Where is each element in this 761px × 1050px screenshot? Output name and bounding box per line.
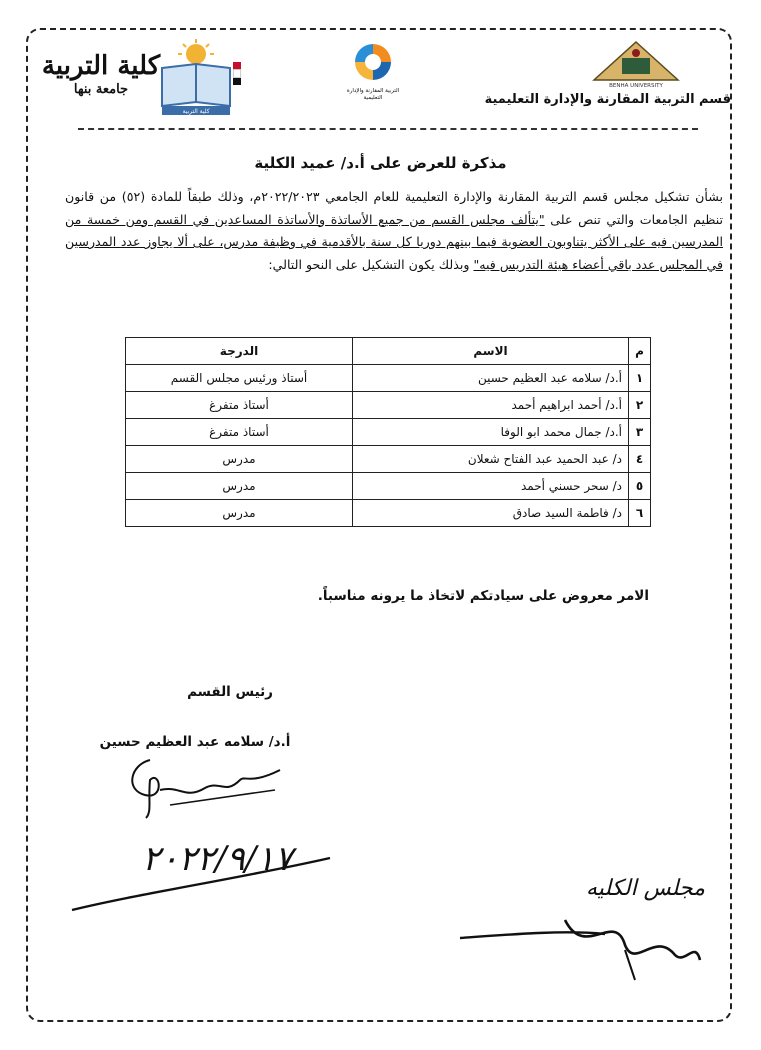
university-logo xyxy=(592,40,680,88)
table-header-row xyxy=(126,338,651,365)
header-degree: الدرجة xyxy=(126,338,353,365)
row-num: ٣ xyxy=(629,419,651,446)
dean-handwritten-note xyxy=(445,850,715,990)
handwritten-date-text: ٢٠٢٢/٩/١٧ xyxy=(142,839,293,879)
college-name-block xyxy=(36,52,166,97)
header-name: الاسم xyxy=(353,338,629,365)
row-name: أ.د/ سلامه عبد العظيم حسين xyxy=(353,365,629,392)
row-name: د/ سحر حسني أحمد xyxy=(353,473,629,500)
row-num: ١ xyxy=(629,365,651,392)
row-name: د/ فاطمة السيد صادق xyxy=(353,500,629,527)
members-table xyxy=(125,337,651,527)
flag-icon xyxy=(233,62,241,84)
row-degree: أستاذ ورئيس مجلس القسم xyxy=(126,365,353,392)
row-degree: أستاذ متفرغ xyxy=(126,419,353,446)
department-title: قسم التربية المقارنة والإدارة التعليمية xyxy=(484,92,731,107)
table-row xyxy=(126,500,651,527)
handwritten-date xyxy=(62,818,332,918)
university-emblem-icon xyxy=(592,40,680,88)
closing-statement: الامر معروض على سيادتكم لاتخاذ ما يرونه مناسباً. xyxy=(317,588,649,604)
table-row xyxy=(126,392,651,419)
book-logo-icon xyxy=(156,38,236,118)
row-degree: مدرس xyxy=(126,446,353,473)
row-degree: مدرس xyxy=(126,500,353,527)
row-name: أ.د/ أحمد ابراهيم أحمد xyxy=(353,392,629,419)
table-row xyxy=(126,365,651,392)
signature-title: رئيس القسم xyxy=(187,684,273,700)
memo-body xyxy=(65,186,723,276)
department-logo-caption: التربية المقارنة والإدارة التعليمية xyxy=(346,88,400,101)
row-degree: أستاذ متفرغ xyxy=(126,392,353,419)
row-num: ٢ xyxy=(629,392,651,419)
department-logo xyxy=(340,40,406,102)
header-divider xyxy=(78,128,698,130)
department-logo-icon xyxy=(348,40,398,84)
row-name: أ.د/ جمال محمد ابو الوفا xyxy=(353,419,629,446)
memo-title: مذكرة للعرض على أ.د/ عميد الكلية xyxy=(254,154,507,172)
university-name: جامعة بنها xyxy=(73,82,129,97)
row-num: ٤ xyxy=(629,446,651,473)
university-logo-text: BENHA UNIVERSITY xyxy=(609,83,663,88)
memo-quote: "يتألف مجلس القسم من جميع الأساتذة والأساتذة المساعدين في القسم ومن خمسة من المدرسين فيه على الأكثر يتناوبون العضوية فيما بينهم دوريا كل سنة بالأقدمية في وظيفة مدرس، على ألا يجاوز عدد المدرسين في المجلس عدد باقي أعضاء هيئة التدريس فيه" xyxy=(65,211,723,272)
dean-note-text: مجلس الكليه xyxy=(586,876,705,901)
college-name: كلية التربية xyxy=(41,51,161,81)
memo-text-1: بشأن تشكيل مجلس قسم التربية المقارنة والإدارة التعليمية للعام الجامعي ٢٠٢٢/٢٠٢٣م، وذلك طبقاً للمادة (٥٢) من قانون تنظيم الجامعات والتي تنص على xyxy=(65,189,724,227)
table-row xyxy=(126,419,651,446)
row-num: ٥ xyxy=(629,473,651,500)
signature-name: أ.د/ سلامه عبد العظيم حسين xyxy=(99,734,291,750)
row-num: ٦ xyxy=(629,500,651,527)
header-num: م xyxy=(629,338,651,365)
table-row xyxy=(126,446,651,473)
row-degree: مدرس xyxy=(126,473,353,500)
memo-text-2: وبذلك يكون التشكيل على النحو التالي: xyxy=(268,256,474,272)
college-logo-text: كلية التربية xyxy=(182,108,210,115)
handwritten-signature xyxy=(110,750,300,820)
table-row xyxy=(126,473,651,500)
row-name: د/ عبد الحميد عبد الفتاح شعلان xyxy=(353,446,629,473)
college-logo xyxy=(156,38,236,118)
